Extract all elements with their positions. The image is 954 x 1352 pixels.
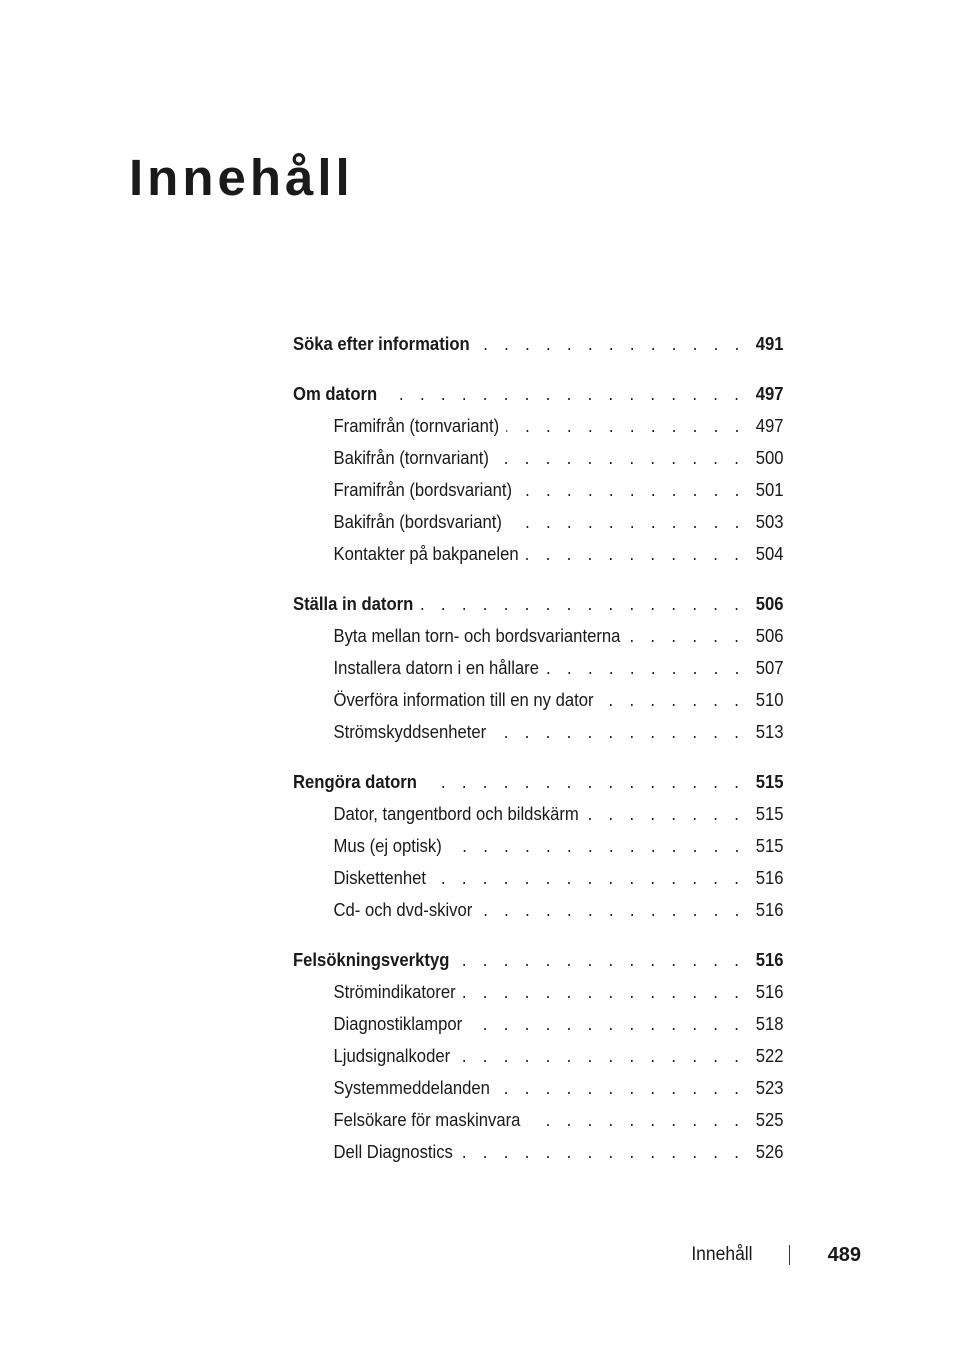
toc-subsection-entry[interactable]: [293, 1040, 784, 1072]
toc-page-number: 513: [755, 721, 784, 742]
footer-label: Innehåll: [691, 1244, 753, 1265]
toc-page-number: 516: [755, 981, 784, 1002]
dot-leader: [506, 410, 745, 442]
toc-page-number: 506: [755, 593, 784, 614]
toc-page-number: 515: [755, 771, 784, 792]
toc-page-number: 516: [755, 949, 784, 970]
toc-entry-title: Felsökare för maskinvara: [333, 1109, 521, 1130]
toc-entry-title: Mus (ej optisk): [333, 835, 442, 856]
toc-page-number: 522: [755, 1045, 784, 1066]
dot-leader: [424, 766, 745, 798]
toc-entry-title: Diskettenhet: [333, 867, 427, 888]
toc-page-number: 506: [755, 625, 784, 646]
toc-subsection-entry[interactable]: [293, 1072, 784, 1104]
toc-section-entry[interactable]: [293, 944, 784, 976]
toc-entry-title: Dell Diagnostics: [333, 1141, 453, 1162]
toc-subsection-entry[interactable]: [293, 976, 784, 1008]
dot-leader: [601, 684, 745, 716]
toc-subsection-entry[interactable]: [293, 1008, 784, 1040]
toc-section-entry[interactable]: [293, 328, 784, 360]
toc-entry-title: Ställa in datorn: [293, 593, 414, 614]
dot-leader: [449, 830, 745, 862]
toc-subsection-entry[interactable]: [293, 538, 784, 570]
toc-subsection-entry[interactable]: [293, 1136, 784, 1168]
toc-subsection-entry[interactable]: [293, 716, 784, 748]
toc-entry-title: Rengöra datorn: [293, 771, 417, 792]
dot-leader: [528, 1104, 745, 1136]
toc-page-number: 503: [755, 511, 784, 532]
toc-entry-title: Cd- och dvd-skivor: [333, 899, 473, 920]
toc-entry-title: Systemmeddelanden: [333, 1077, 490, 1098]
toc-page-number: 491: [755, 333, 784, 354]
dot-leader: [586, 798, 745, 830]
toc-entry-title: Framifrån (tornvariant): [333, 415, 500, 436]
dot-leader: [463, 976, 745, 1008]
table-of-contents: [293, 328, 784, 1168]
dot-leader: [433, 862, 745, 894]
toc-section-entry[interactable]: [293, 378, 784, 410]
dot-leader: [477, 328, 745, 360]
toc-page-number: 497: [755, 383, 784, 404]
dot-leader: [384, 378, 745, 410]
toc-subsection-entry[interactable]: [293, 798, 784, 830]
toc-entry-title: Felsökningsverktyg: [293, 949, 450, 970]
toc-subsection-entry[interactable]: [293, 1104, 784, 1136]
toc-subsection-entry[interactable]: [293, 652, 784, 684]
toc-page-number: 516: [755, 899, 784, 920]
page-footer: [686, 1240, 861, 1270]
toc-page-number: 500: [755, 447, 784, 468]
toc-page-number: 526: [755, 1141, 784, 1162]
dot-leader: [546, 652, 745, 684]
toc-subsection-entry[interactable]: [293, 410, 784, 442]
toc-page-number: 516: [755, 867, 784, 888]
toc-page-number: 507: [755, 657, 784, 678]
toc-subsection-entry[interactable]: [293, 862, 784, 894]
toc-section: [293, 328, 784, 360]
dot-leader: [628, 620, 745, 652]
toc-subsection-entry[interactable]: [293, 620, 784, 652]
footer-divider: [789, 1245, 790, 1265]
toc-entry-title: Överföra information till en ny dator: [333, 689, 594, 710]
toc-subsection-entry[interactable]: [293, 506, 784, 538]
toc-subsection-entry[interactable]: [293, 894, 784, 926]
toc-page-number: 515: [755, 835, 784, 856]
dot-leader: [526, 538, 745, 570]
footer-page-number: 489: [827, 1244, 861, 1266]
toc-page-number: 510: [755, 689, 784, 710]
dot-leader: [519, 474, 745, 506]
toc-entry-title: Diagnostiklampor: [333, 1013, 463, 1034]
toc-entry-title: Framifrån (bordsvariant): [333, 479, 513, 500]
dot-leader: [457, 944, 745, 976]
dot-leader: [479, 894, 744, 926]
toc-page-number: 504: [755, 543, 784, 564]
toc-entry-title: Strömindikatorer: [333, 981, 456, 1002]
toc-entry-title: Ljudsignalkoder: [333, 1045, 451, 1066]
dot-leader: [496, 442, 745, 474]
toc-entry-title: Dator, tangentbord och bildskärm: [333, 803, 579, 824]
toc-entry-title: Söka efter information: [293, 333, 470, 354]
toc-section: [293, 588, 784, 748]
toc-section: [293, 944, 784, 1168]
dot-leader: [460, 1136, 745, 1168]
toc-entry-title: Bakifrån (tornvariant): [333, 447, 489, 468]
dot-leader: [509, 506, 745, 538]
toc-entry-title: Byta mellan torn- och bordsvarianterna: [333, 625, 621, 646]
toc-page-number: 525: [755, 1109, 784, 1130]
toc-section: [293, 378, 784, 570]
toc-subsection-entry[interactable]: [293, 442, 784, 474]
toc-section: [293, 766, 784, 926]
toc-entry-title: Om datorn: [293, 383, 378, 404]
toc-page-number: 501: [755, 479, 784, 500]
toc-section-entry[interactable]: [293, 588, 784, 620]
dot-leader: [457, 1040, 745, 1072]
toc-subsection-entry[interactable]: [293, 474, 784, 506]
toc-subsection-entry[interactable]: [293, 684, 784, 716]
toc-page-number: 523: [755, 1077, 784, 1098]
toc-entry-title: Bakifrån (bordsvariant): [333, 511, 502, 532]
dot-leader: [469, 1008, 745, 1040]
toc-page-number: 497: [755, 415, 784, 436]
toc-entry-title: Strömskyddsenheter: [333, 721, 487, 742]
dot-leader: [493, 716, 745, 748]
dot-leader: [420, 588, 744, 620]
toc-subsection-entry[interactable]: [293, 830, 784, 862]
dot-leader: [497, 1072, 745, 1104]
toc-entry-title: Installera datorn i en hållare: [333, 657, 539, 678]
toc-page-number: 518: [755, 1013, 784, 1034]
toc-section-entry[interactable]: [293, 766, 784, 798]
page-title: Innehåll: [129, 149, 354, 206]
toc-page-number: 515: [755, 803, 784, 824]
toc-entry-title: Kontakter på bakpanelen: [333, 543, 519, 564]
